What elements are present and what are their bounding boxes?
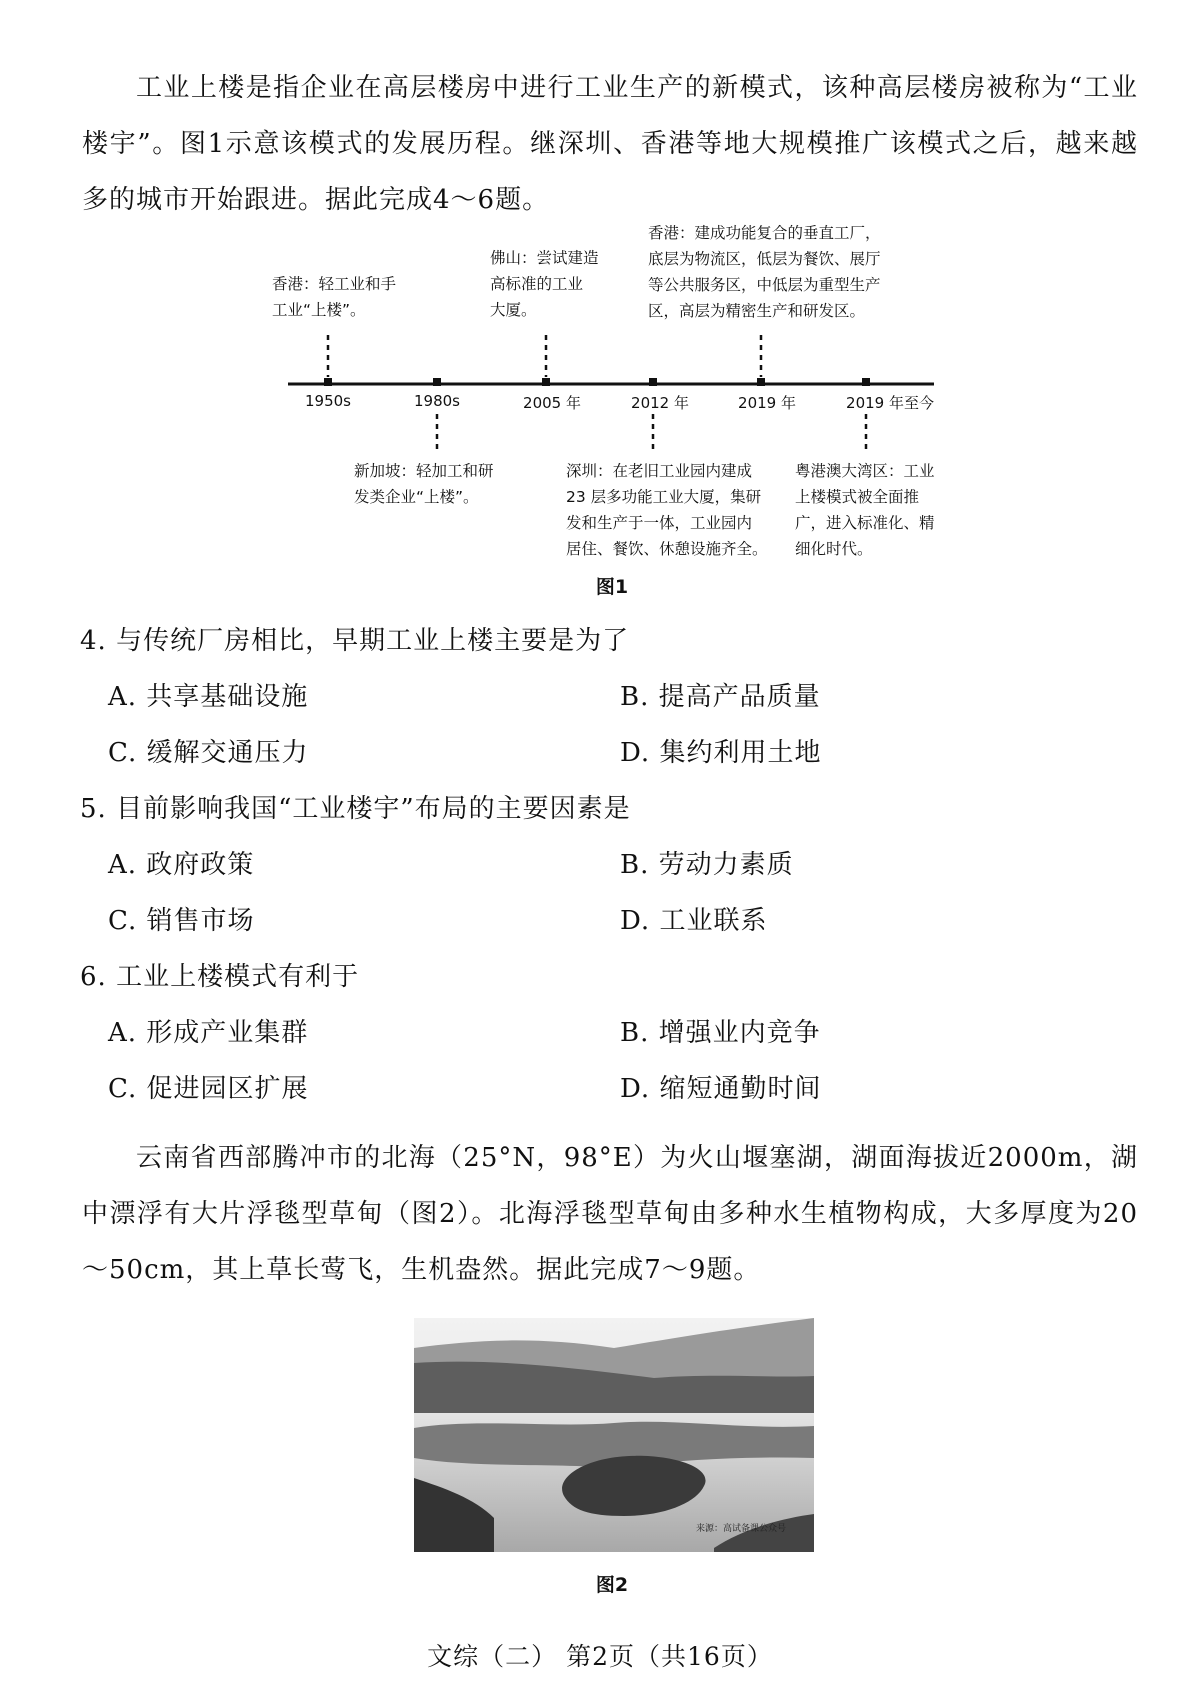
question-5-stem: 5. 目前影响我国“工业楼宇”布局的主要因素是 — [80, 794, 631, 824]
tick-2019-present — [862, 378, 870, 386]
photo-watermark: 来源：高试备课公众号 — [695, 1524, 786, 1534]
question-4-option-d: D. 集约利用土地 — [620, 738, 822, 768]
annotation-hongkong-2019 — [648, 220, 881, 324]
lake-photo-svg — [414, 1318, 814, 1552]
annotation-line: 高标准的工业 — [490, 275, 584, 293]
annotation-foshan-2005 — [490, 245, 599, 323]
annotation-gba-present — [795, 458, 935, 562]
annotation-line: 23 层多功能工业大厦，集研 — [566, 488, 762, 506]
year-label: 2012 年 — [631, 394, 689, 412]
annotation-line: 居住、餐饮、休憩设施齐全。 — [566, 540, 768, 558]
tick-2019 — [757, 378, 765, 386]
tick-2012 — [649, 378, 657, 386]
question-5-option-c: C. 销售市场 — [108, 906, 255, 936]
figure2-photo — [414, 1318, 814, 1552]
annotation-line: 细化时代。 — [795, 540, 873, 558]
question-4-stem: 4. 与传统厂房相比，早期工业上楼主要是为了 — [80, 626, 630, 656]
question-6-option-d: D. 缩短通勤时间 — [620, 1074, 822, 1104]
annotation-shenzhen-2012 — [566, 458, 768, 562]
annotation-line: 发类企业“上楼”。 — [354, 488, 479, 506]
intro-paragraph-1: 工业上楼是指企业在高层楼房中进行工业生产的新模式，该种高层楼房被称为“工业楼宇”。图1示意该模式的发展历程。继深圳、香港等地大规模推广该模式之后，越来越多的城市开始跟进。据此完成4～6题。 — [82, 73, 1138, 215]
annotation-line: 底层为物流区，低层为餐饮、展厅 — [648, 250, 881, 268]
question-5-option-a: A. 政府政策 — [108, 850, 255, 880]
year-label: 2019 年至今 — [846, 394, 934, 412]
question-6-stem: 6. 工业上楼模式有利于 — [80, 962, 360, 992]
figure2-caption: 图2 — [595, 1574, 629, 1596]
question-4-option-c: C. 缓解交通压力 — [108, 738, 309, 768]
year-label: 1980s — [414, 392, 460, 410]
question-4-option-a: A. 共享基础设施 — [108, 682, 309, 712]
tick-1980s — [433, 378, 441, 386]
year-label: 1950s — [305, 392, 351, 410]
annotation-line: 广，进入标准化、精 — [795, 514, 935, 532]
tick-2005 — [542, 378, 550, 386]
annotation-line: 粤港澳大湾区：工业 — [795, 462, 935, 480]
annotation-line: 等公共服务区，中低层为重型生产 — [648, 276, 881, 294]
question-5-option-d: D. 工业联系 — [620, 906, 768, 936]
page-footer: 文综（二） 第2页（共16页） — [427, 1642, 773, 1671]
question-6-option-b: B. 增强业内竞争 — [620, 1018, 821, 1048]
year-label: 2019 年 — [738, 394, 796, 412]
annotation-line: 上楼模式被全面推 — [795, 488, 920, 506]
annotation-line: 工业“上楼”。 — [272, 301, 366, 319]
annotation-line: 香港：建成功能复合的垂直工厂， — [648, 224, 881, 242]
annotation-line: 香港：轻工业和手 — [272, 275, 397, 293]
annotation-line: 大厦。 — [490, 301, 537, 319]
question-5-option-b: B. 劳动力素质 — [620, 850, 794, 880]
annotation-line: 深圳：在老旧工业园内建成 — [566, 462, 753, 480]
annotation-line: 发和生产于一体，工业园内 — [566, 514, 753, 532]
tick-1950s — [324, 378, 332, 386]
annotation-hongkong-1950s — [272, 271, 396, 323]
annotation-line: 区，高层为精密生产和研发区。 — [648, 302, 866, 320]
question-6-option-c: C. 促进园区扩展 — [108, 1074, 309, 1104]
figure1-caption: 图1 — [595, 576, 629, 598]
figure1-timeline — [0, 0, 1200, 600]
intro-paragraph-2: 云南省西部腾冲市的北海（25°N，98°E）为火山堰塞湖，湖面海拔近2000m，湖中漂浮有大片浮毯型草甸（图2）。北海浮毯型草甸由多种水生植物构成，大多厚度为20～50cm，其上草长莺飞，生机盎然。据此完成7～9题。 — [82, 1143, 1138, 1285]
question-6-option-a: A. 形成产业集群 — [108, 1018, 309, 1048]
question-4-option-b: B. 提高产品质量 — [620, 682, 821, 712]
year-label: 2005 年 — [523, 394, 581, 412]
annotation-singapore-1980s — [354, 458, 494, 510]
annotation-line: 新加坡：轻加工和研 — [354, 462, 494, 480]
annotation-line: 佛山：尝试建造 — [490, 249, 599, 267]
